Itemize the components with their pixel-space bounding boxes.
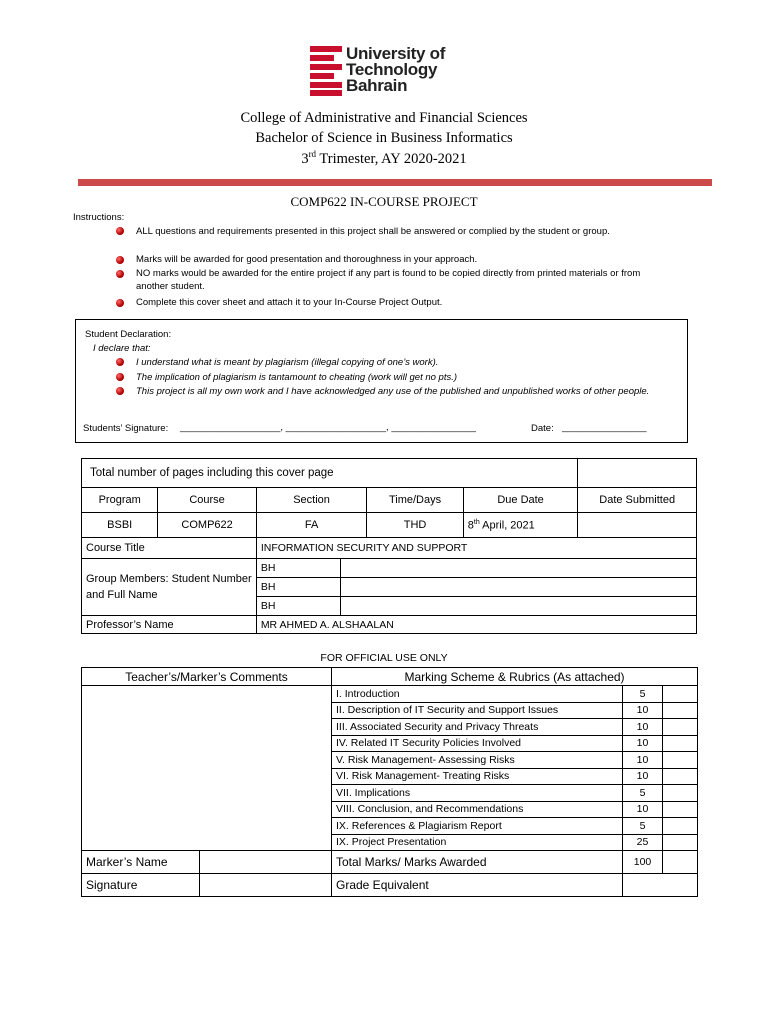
official-use-label: FOR OFFICIAL USE ONLY — [320, 652, 448, 664]
marking-table — [81, 667, 698, 897]
bullet-icon — [116, 299, 124, 307]
bullet-icon — [116, 387, 124, 395]
grade-label: Grade Equivalent — [332, 874, 623, 897]
course-title-label: Course Title — [82, 538, 257, 559]
total-label: Total Marks/ Marks Awarded — [332, 851, 623, 874]
rubric-awarded[interactable] — [663, 719, 698, 736]
rubric-marks: 10 — [623, 735, 663, 752]
rubric-label: IV. Related IT Security Policies Involved — [332, 735, 623, 752]
header-section: Section — [256, 488, 367, 513]
group-members-label: Group Members: Student Number and Full Name — [82, 559, 257, 616]
rubric-awarded[interactable] — [663, 686, 698, 703]
bullet-icon — [116, 270, 124, 278]
signature-label: Students’ Signature: — [83, 423, 169, 434]
time-value: THD — [367, 513, 463, 538]
rubric-awarded[interactable] — [663, 735, 698, 752]
instructions-label: Instructions: — [73, 212, 125, 223]
course-value: COMP622 — [158, 513, 256, 538]
rubric-label: IX. Project Presentation — [332, 834, 623, 851]
header-due-date: Due Date — [463, 488, 578, 513]
member-name[interactable] — [341, 597, 697, 616]
signature-row-label: Signature — [82, 874, 200, 897]
header-program: Program — [82, 488, 158, 513]
instruction-item: NO marks would be awarded for the entire project if any part is found to be copied directly from printed materials or from another student. — [136, 268, 641, 292]
bullet-icon — [116, 358, 124, 366]
logo-line3: Bahrain — [346, 76, 408, 95]
bullet-icon — [116, 227, 124, 235]
rubric-label: I. Introduction — [332, 686, 623, 703]
declaration-label: Student Declaration: — [85, 329, 172, 340]
bullet-icon — [116, 256, 124, 264]
pages-label: Total number of pages including this cover page — [82, 459, 578, 488]
rubric-label: II. Description of IT Security and Support Issues — [332, 702, 623, 719]
project-title: COMP622 IN-COURSE PROJECT — [290, 194, 478, 209]
term-sup: rd — [308, 149, 317, 159]
college-name: College of Administrative and Financial Sciences — [240, 110, 528, 126]
course-title-value: INFORMATION SECURITY AND SUPPORT — [256, 538, 696, 559]
instruction-item: ALL questions and requirements presented in this project shall be answered or complied by the student or group. — [136, 226, 610, 237]
date-label: Date: — [531, 423, 554, 434]
declaration-item: The implication of plagiarism is tantamount to cheating (work will get no pts.) — [136, 372, 458, 383]
member-name[interactable] — [341, 559, 697, 578]
program-value: BSBI — [82, 513, 158, 538]
logo-mark-icon — [310, 46, 342, 96]
member-id: BH — [256, 578, 340, 597]
red-divider — [78, 179, 712, 186]
due-prefix: 8 — [467, 519, 474, 532]
due-rest: April, 2021 — [479, 519, 535, 532]
declaration-intro: I declare that: — [93, 343, 151, 354]
rubric-awarded[interactable] — [663, 801, 698, 818]
rubric-marks: 25 — [623, 834, 663, 851]
signature-blanks[interactable]: ___________________, ___________________, ________________ — [180, 422, 476, 433]
pages-value[interactable] — [578, 459, 697, 488]
rubric-label: V. Risk Management- Assessing Risks — [332, 752, 623, 769]
rubric-awarded[interactable] — [663, 834, 698, 851]
submitted-value[interactable] — [578, 513, 697, 538]
comments-header: Teacher’s/Marker’s Comments — [82, 668, 332, 686]
grade-value[interactable] — [623, 874, 698, 897]
instruction-item: Marks will be awarded for good presentation and thoroughness in your approach. — [136, 254, 478, 265]
rubric-marks: 10 — [623, 702, 663, 719]
rubric-awarded[interactable] — [663, 702, 698, 719]
rubric-awarded[interactable] — [663, 752, 698, 769]
professor-value: MR AHMED A. ALSHAALAN — [256, 616, 696, 634]
logo-line1: University of — [346, 44, 446, 63]
section-value: FA — [256, 513, 367, 538]
rubric-marks: 10 — [623, 752, 663, 769]
rubric-marks: 10 — [623, 719, 663, 736]
bullet-icon — [116, 373, 124, 381]
rubric-label: IX. References & Plagiarism Report — [332, 818, 623, 835]
total-value: 100 — [623, 851, 663, 874]
comments-area[interactable] — [82, 686, 332, 851]
rubric-marks: 10 — [623, 801, 663, 818]
member-name[interactable] — [341, 578, 697, 597]
due-sup: th — [473, 518, 480, 526]
term-prefix: 3 — [301, 150, 309, 167]
signature-value[interactable] — [200, 874, 332, 897]
instruction-item: Complete this cover sheet and attach it to your In-Course Project Output. — [136, 297, 443, 308]
program-name: Bachelor of Science in Business Informatics — [255, 130, 513, 146]
declaration-item: I understand what is meant by plagiarism (illegal copying of one’s work). — [136, 357, 439, 368]
marker-name-value[interactable] — [200, 851, 332, 874]
professor-label: Professor’s Name — [82, 616, 257, 634]
course-info-table — [81, 458, 697, 634]
declaration-item: This project is all my own work and I have acknowledged any use of the published and unpublished works of other people. — [136, 386, 650, 397]
header-date-submitted: Date Submitted — [578, 488, 697, 513]
rubric-marks: 5 — [623, 686, 663, 703]
rubric-label: III. Associated Security and Privacy Threats — [332, 719, 623, 736]
logo-text — [346, 46, 445, 94]
member-id: BH — [256, 597, 340, 616]
due-date-value — [463, 513, 578, 538]
header-time: Time/Days — [367, 488, 463, 513]
rubric-label: VIII. Conclusion, and Recommendations — [332, 801, 623, 818]
total-awarded[interactable] — [663, 851, 698, 874]
university-logo — [310, 46, 470, 96]
term-line — [0, 149, 768, 168]
term-rest: Trimester, AY 2020-2021 — [316, 150, 467, 167]
rubric-awarded[interactable] — [663, 818, 698, 835]
rubric-marks: 5 — [623, 818, 663, 835]
rubric-awarded[interactable] — [663, 785, 698, 802]
logo-line2: Technology — [346, 60, 438, 79]
header-course: Course — [158, 488, 256, 513]
rubric-marks: 10 — [623, 768, 663, 785]
member-id: BH — [256, 559, 340, 578]
scheme-header: Marking Scheme & Rubrics (As attached) — [332, 668, 698, 686]
date-blank[interactable]: ________________ — [562, 422, 647, 433]
rubric-awarded[interactable] — [663, 768, 698, 785]
rubric-label: VI. Risk Management- Treating Risks — [332, 768, 623, 785]
rubric-label: VII. Implications — [332, 785, 623, 802]
marker-name-label: Marker’s Name — [82, 851, 200, 874]
rubric-marks: 5 — [623, 785, 663, 802]
